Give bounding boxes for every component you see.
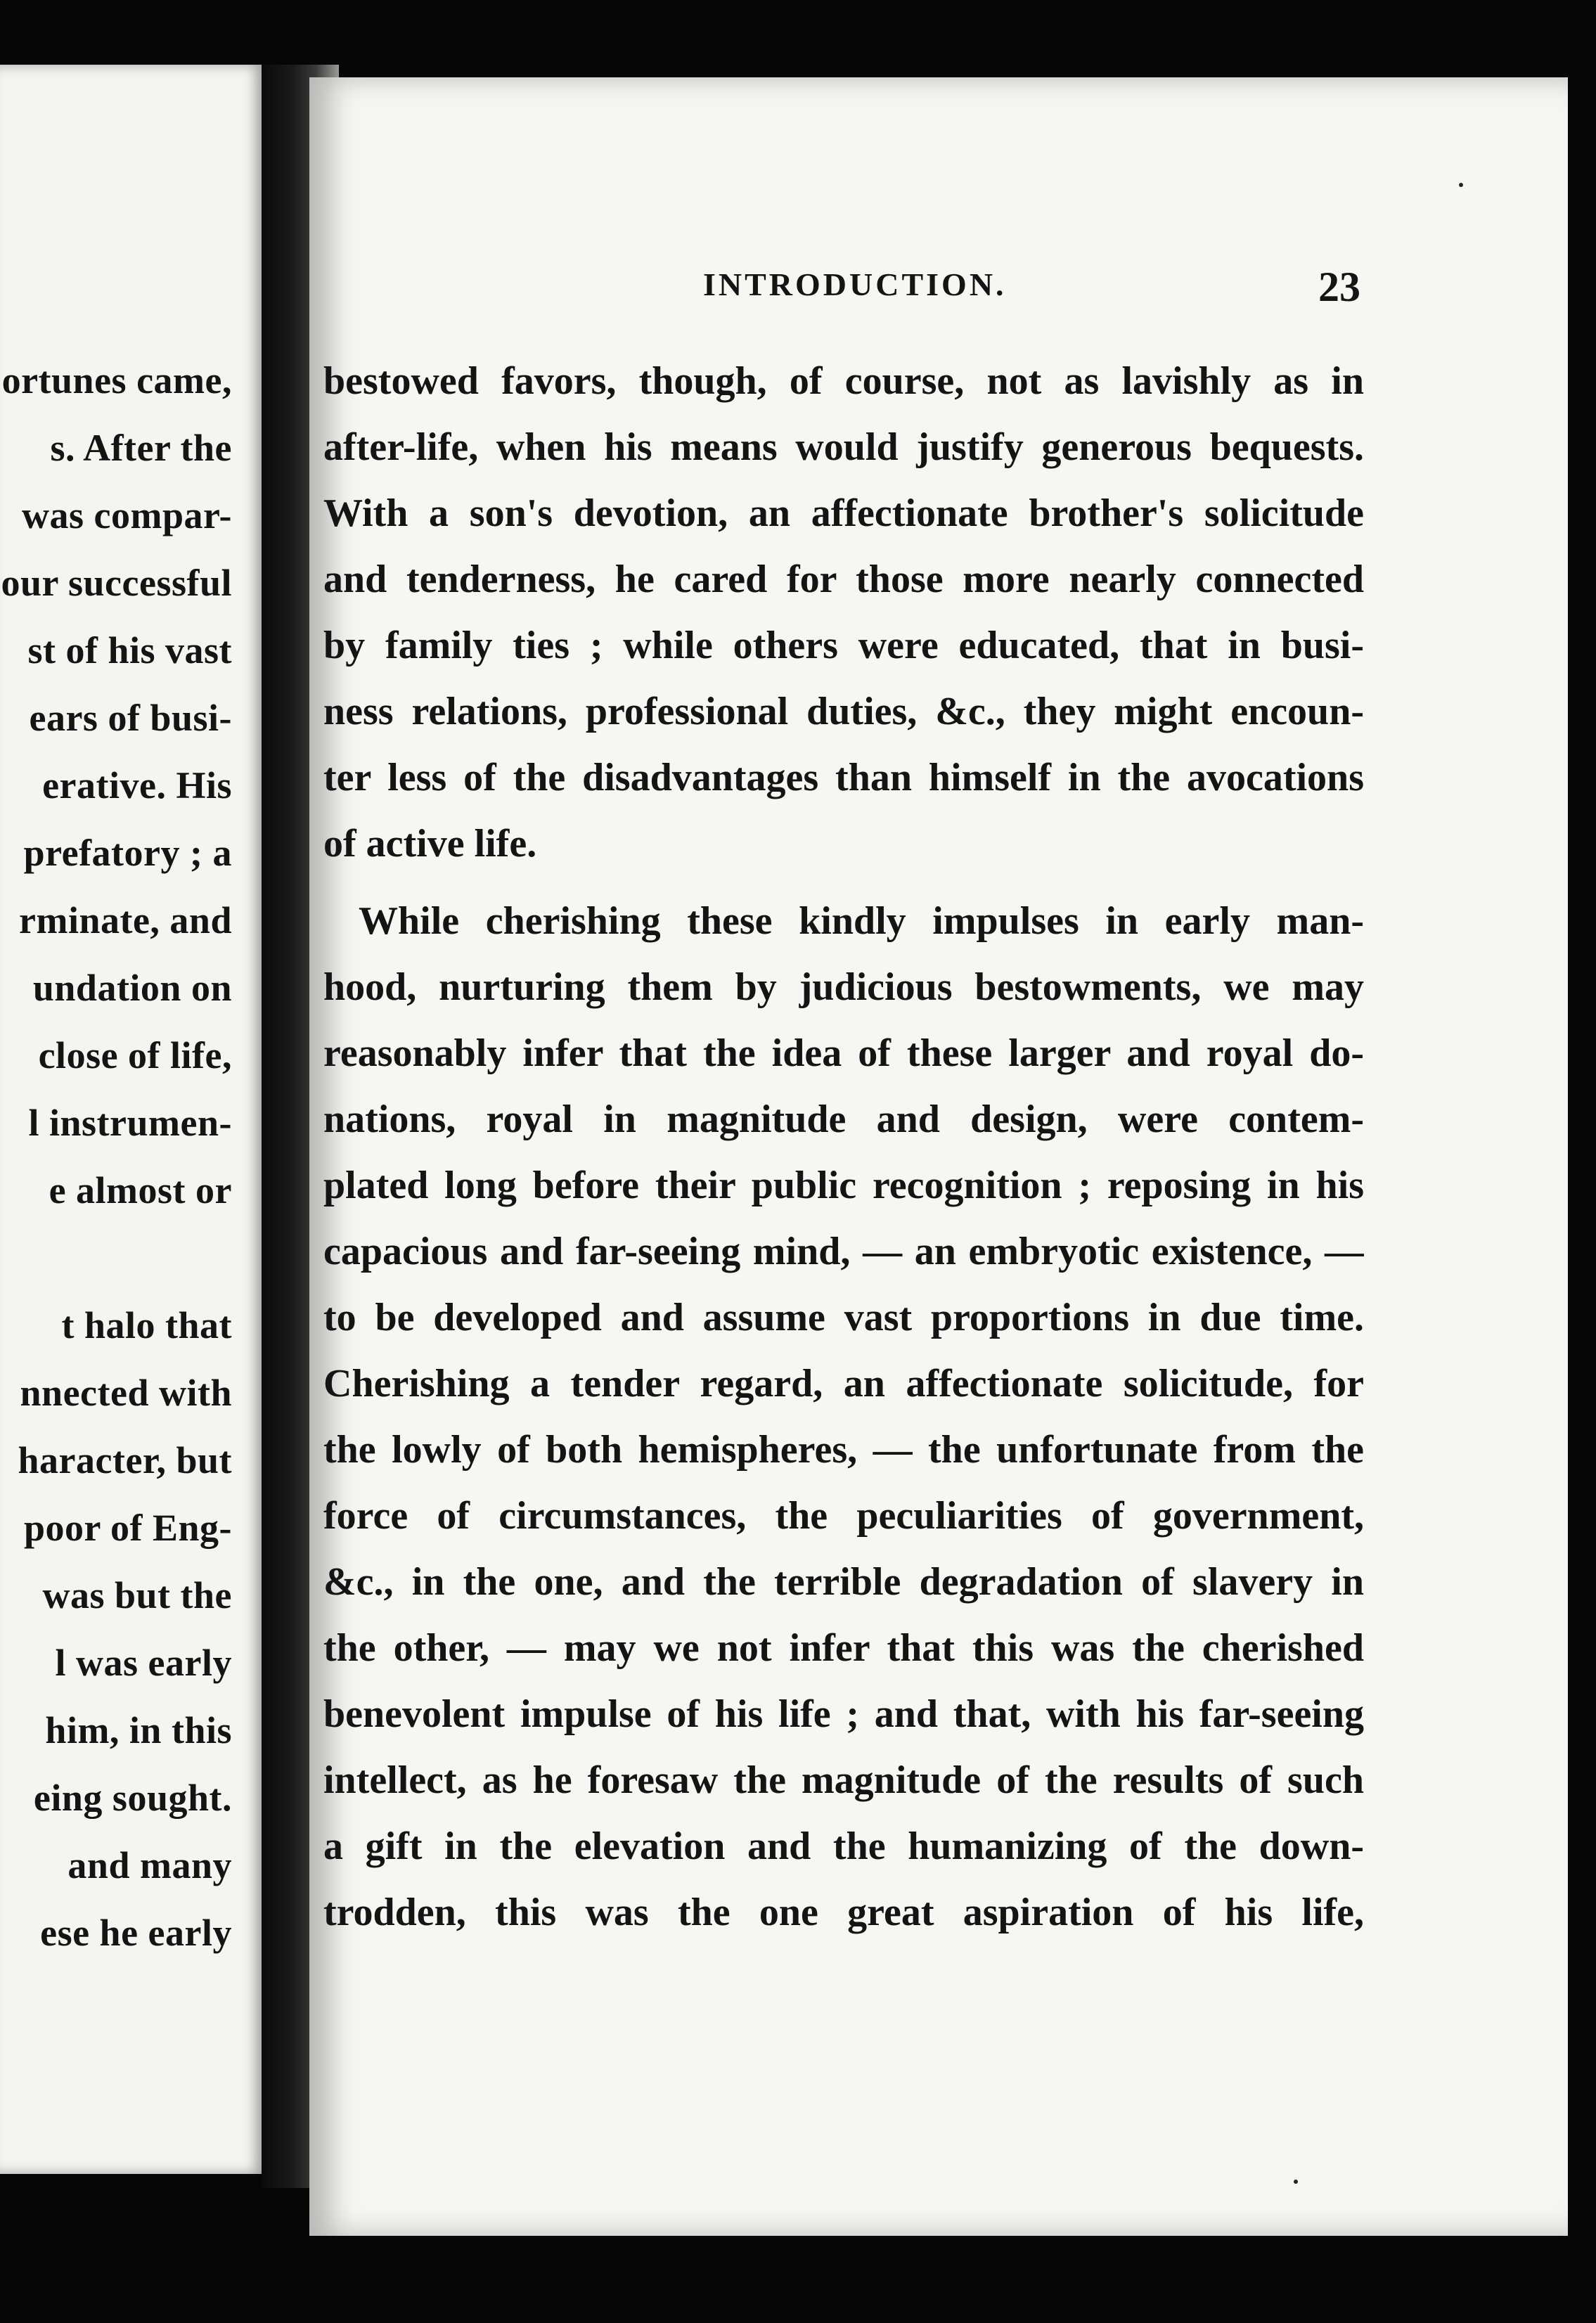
page-number: 23 — [1318, 264, 1360, 310]
text-line: hood, nurturing them by judicious bestowments, we may — [323, 965, 1364, 1009]
paper-speck — [1459, 183, 1463, 187]
left-page-line: s. After the — [50, 427, 232, 469]
text-line: intellect, as he foresaw the magnitude of the results of such — [323, 1758, 1364, 1802]
left-page-line: l was early — [55, 1642, 232, 1684]
text-line: &c., in the one, and the terrible degradation of slavery in — [323, 1560, 1364, 1604]
text-line: after-life, when his means would justify generous bequests. — [323, 425, 1364, 469]
left-page-line: was compar- — [22, 494, 232, 536]
left-page-line: rminate, and — [19, 899, 232, 941]
text-line: capacious and far-seeing mind, — an embryotic existence, — — [323, 1230, 1364, 1273]
left-page-line: t halo that — [61, 1304, 232, 1346]
text-line: plated long before their public recognition ; reposing in his — [323, 1164, 1364, 1207]
left-page-line: ese he early — [40, 1912, 232, 1954]
left-page-line: poor of Eng- — [23, 1507, 232, 1549]
left-page-line: prefatory ; a — [23, 832, 232, 874]
text-line: reasonably infer that the idea of these larger and royal do- — [323, 1031, 1364, 1075]
text-line: a gift in the elevation and the humanizing of the down- — [323, 1825, 1364, 1868]
text-line: Cherishing a tender regard, an affectionate solicitude, for — [323, 1362, 1364, 1405]
text-line: With a son's devotion, an affectionate brother's solicitude — [323, 491, 1364, 535]
text-line: ter less of the disadvantages than himself in the avocations — [323, 756, 1364, 799]
left-page-line: close of life, — [38, 1034, 232, 1076]
text-line: trodden, this was the one great aspiration of his life, — [323, 1891, 1364, 1934]
text-line: the other, — may we not infer that this was the cherished — [323, 1626, 1364, 1670]
paper-speck — [1294, 2180, 1298, 2184]
right-page — [309, 77, 1568, 2236]
left-page-line: nnected with — [20, 1372, 232, 1414]
text-line: ness relations, professional duties, &c., they might encoun- — [323, 690, 1364, 733]
left-page-line: erative. His — [42, 764, 232, 806]
text-line: bestowed favors, though, of course, not as lavishly as in — [323, 359, 1364, 403]
left-page-line: was but the — [42, 1574, 232, 1616]
left-page-line: our successful — [1, 562, 232, 604]
text-line: the lowly of both hemispheres, — the unfortunate from the — [323, 1428, 1364, 1472]
left-page-line: and many — [67, 1844, 232, 1886]
text-line: nations, royal in magnitude and design, were contem- — [323, 1098, 1364, 1141]
text-line: of active life. — [323, 822, 537, 866]
text-line: by family ties ; while others were educated, that in busi- — [323, 624, 1364, 667]
left-page-line: haracter, but — [18, 1439, 232, 1481]
left-page-line: e almost or — [49, 1169, 232, 1211]
text-line: benevolent impulse of his life ; and that, with his far-seeing — [323, 1692, 1364, 1736]
text-line: and tenderness, he cared for those more nearly connected — [323, 558, 1364, 601]
left-page-line: l instrumen- — [28, 1102, 232, 1144]
text-line: to be developed and assume vast proportions in due time. — [323, 1296, 1364, 1339]
left-page-line: ortunes came, — [1, 359, 232, 401]
running-head: INTRODUCTION. — [703, 266, 1007, 302]
left-page-line: st of his vast — [27, 629, 232, 671]
left-page-line: eing sought. — [33, 1777, 232, 1819]
text-line: While cherishing these kindly impulses in early man- — [359, 899, 1364, 943]
text-line: force of circumstances, the peculiarities of government, — [323, 1494, 1364, 1538]
left-page-line: undation on — [32, 967, 232, 1009]
left-page-line: ears of busi- — [29, 697, 232, 739]
left-page — [0, 65, 266, 2174]
left-page-line: him, in this — [45, 1709, 232, 1751]
